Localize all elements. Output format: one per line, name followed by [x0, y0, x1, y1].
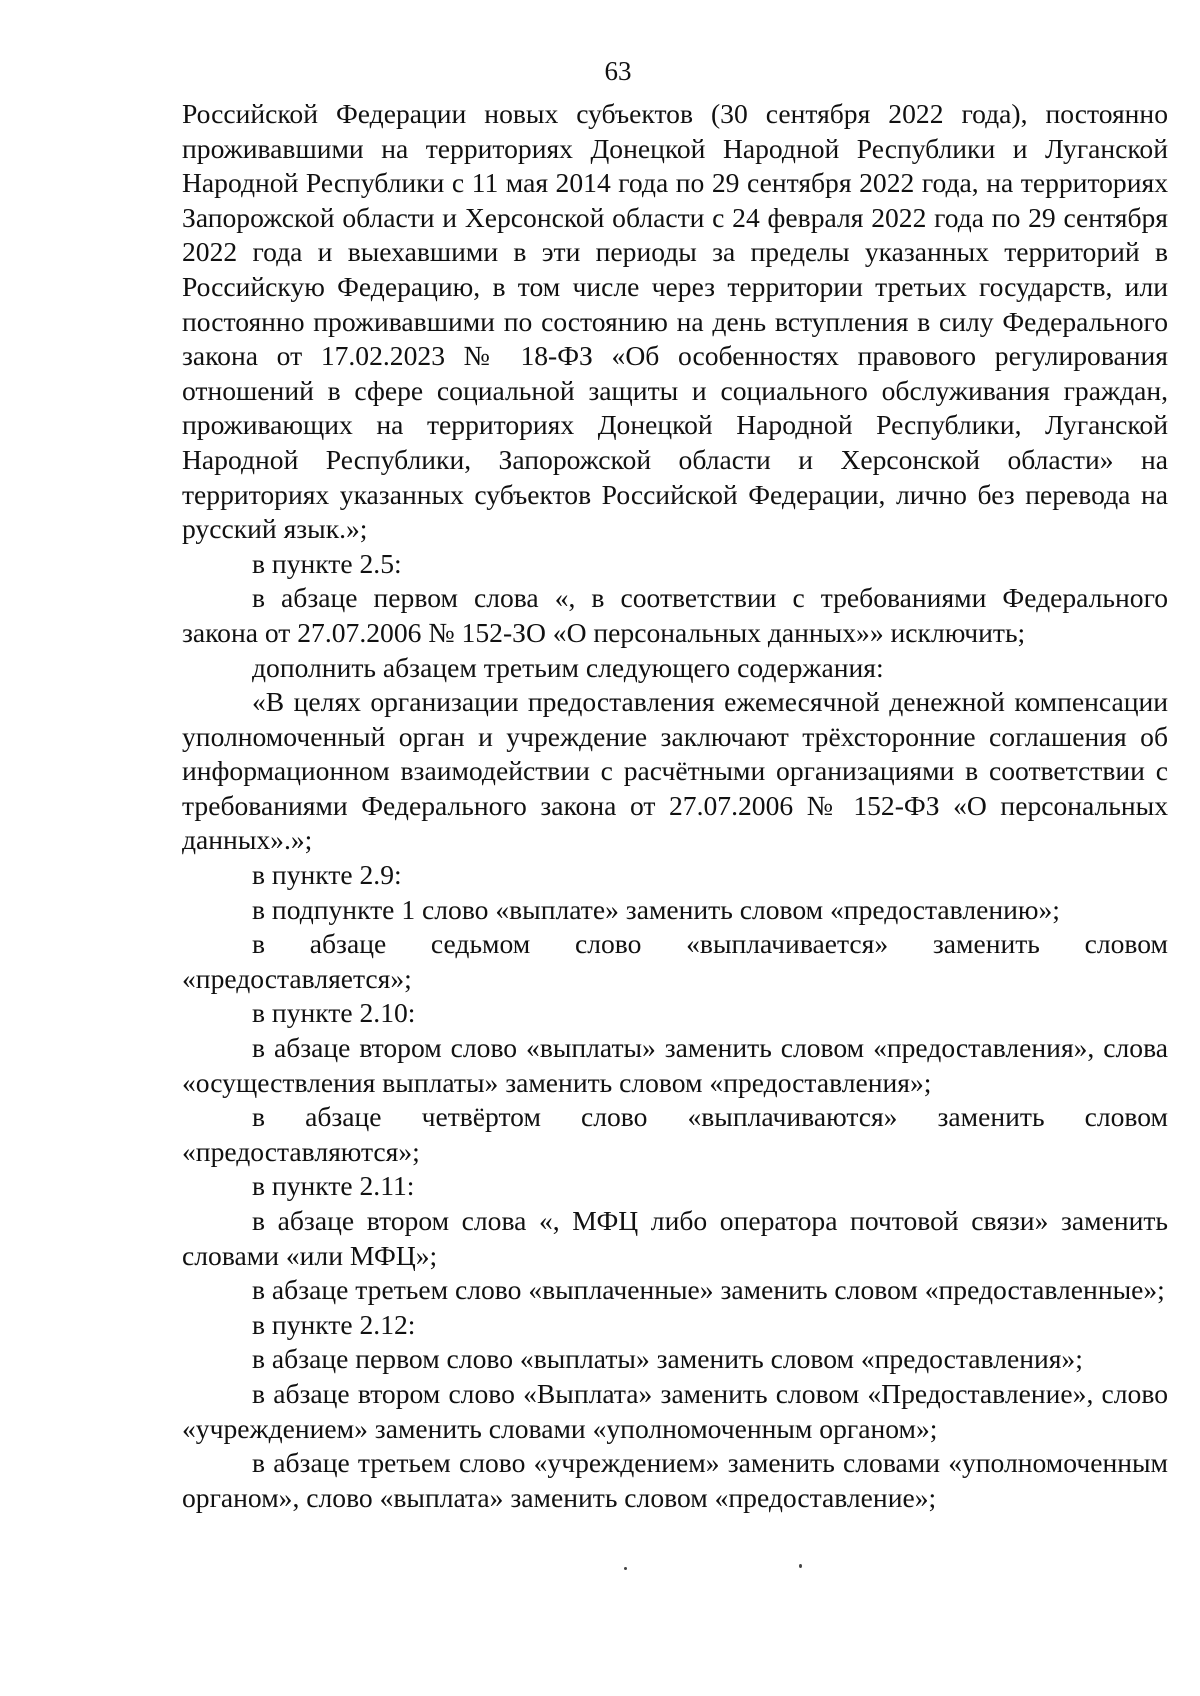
paragraph-point-2-12-third: в абзаце третьем слово «учреждением» заменить словами «уполномоченным органом», слово «выплата» заменить словом «предоставление»;: [182, 1447, 1168, 1513]
paragraph-point-2-12-second: в абзаце втором слово «Выплата» заменить словом «Предоставление», слово «учреждением» заменить словами «уполномоченным органом»;: [182, 1377, 1168, 1444]
page-number: 63: [604, 56, 632, 86]
scan-speck: [624, 1567, 627, 1570]
paragraph-point-2-5-first: в абзаце первом слова «, в соответствии с требованиями Федерального закона от 27.07.2006 № 152-ЗО «О персональных данных»» исключить;: [182, 582, 1168, 648]
paragraph-point-2-5-add: дополнить абзацем третьим следующего содержания:: [252, 651, 884, 683]
paragraph-point-2-9-heading: в пункте 2.9:: [252, 859, 402, 891]
paragraph-point-2-10-second: в абзаце втором слово «выплаты» заменить словом «предоставления», слова «осуществления выплаты» заменить словом «предоставления»;: [182, 1032, 1168, 1098]
paragraph-continuation: Российской Федерации новых субъектов (30 сентября 2022 года), постоянно проживавшими на территориях Донецкой Народной Республики и Луганской Народной Республики с 11 мая 2014 года по 29 сентября 2022 года, на территориях Запорожской области и Херсонской области с 24 февраля 2022 года по 29 сентября 2022 года и выехавшими в эти периоды за пределы указанных территорий в Российскую Федерацию, в том числе через территории третьих государств, или постоянно проживавшими по состоянию на день вступления в силу Федерального закона от 17.02.2023 № 18-ФЗ «Об особенностях правового регулирования отношений в сфере социальной защиты и социального обслуживания граждан, проживающих на территориях Донецкой Народной Республики, Луганской Народной Республики, Запорожской области и Херсонской области» на территориях указанных субъектов Российской Федерации, лично без перевода на русский язык.»;: [182, 98, 1168, 545]
scan-speck: [799, 1564, 802, 1568]
paragraph-point-2-10-heading: в пункте 2.10:: [252, 997, 416, 1029]
paragraph-point-2-11-third: в абзаце третьем слово «выплаченные» заменить словом «предоставленные»;: [252, 1274, 1165, 1306]
paragraph-point-2-9-sub1: в подпункте 1 слово «выплате» заменить словом «предоставлению»;: [252, 893, 1060, 925]
paragraph-point-2-12-heading: в пункте 2.12:: [252, 1308, 416, 1340]
paragraph-point-2-12-first: в абзаце первом слово «выплаты» заменить словом «предоставления»;: [252, 1343, 1083, 1375]
paragraph-point-2-11-second: в абзаце втором слова «, МФЦ либо оператора почтовой связи» заменить словами «или МФЦ»;: [182, 1205, 1168, 1271]
document-body: [182, 97, 1168, 1515]
paragraph-point-2-5-heading: в пункте 2.5:: [252, 547, 402, 579]
paragraph-point-2-10-fourth: в абзаце четвёртом слово «выплачиваются» заменить словом «предоставляются»;: [182, 1101, 1168, 1167]
paragraph-point-2-9-seventh: в абзаце седьмом слово «выплачивается» заменить словом «предоставляется»;: [182, 928, 1168, 994]
paragraph-point-2-11-heading: в пункте 2.11:: [252, 1170, 415, 1202]
paragraph-point-2-5-quote: «В целях организации предоставления ежемесячной денежной компенсации уполномоченный орган и учреждение заключают трёхсторонние соглашения об информационном взаимодействии с расчётными организациями в соответствии с требованиями Федерального закона от 27.07.2006 № 152-ФЗ «О персональных данных».»;: [182, 686, 1168, 856]
